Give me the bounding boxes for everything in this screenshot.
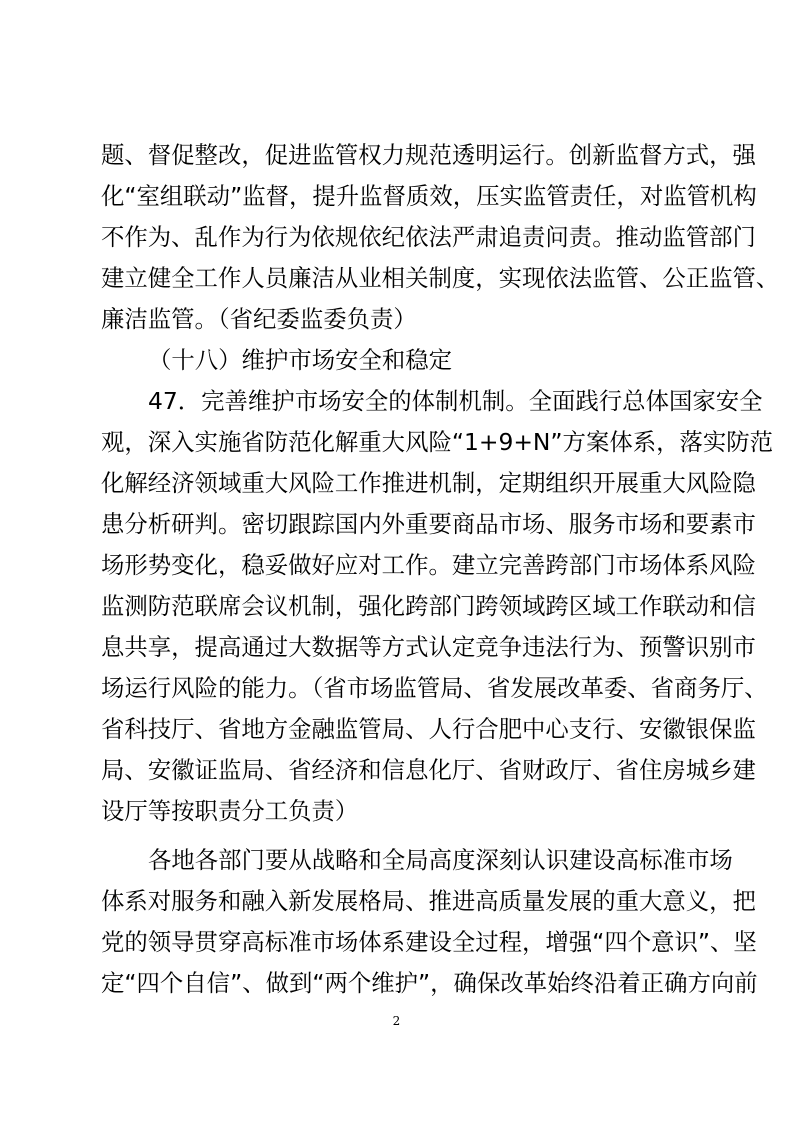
body-text-line: 观，深入实施省防范化解重大风险“1+9+N”方案体系，落实防范 [101,428,774,456]
body-text-line: 47．完善维护市场安全的体制机制。全面践行总体国家安全 [148,387,763,415]
body-text-line: 设厅等按职责分工负责） [101,797,359,825]
body-text-line: 题、督促整改，促进监管权力规范透明运行。创新监督方式，强 [101,141,756,169]
body-text-line: 党的领导贯穿高标准市场体系建设全过程，增强“四个意识”、坚 [101,928,757,956]
body-text-line: 场形势变化，稳妥做好应对工作。建立完善跨部门市场体系风险 [101,551,756,579]
body-text-line: 各地各部门要从战略和全局高度深刻认识建设高标准市场 [148,846,733,874]
section-heading: （十八）维护市场安全和稳定 [148,346,453,374]
body-text-line: 化解经济领域重大风险工作推进机制，定期组织开展重大风险隐 [101,469,756,497]
body-text-line: 体系对服务和融入新发展格局、推进高质量发展的重大意义，把 [101,887,756,915]
body-text-line: 场运行风险的能力。（省市场监管局、省发展改革委、省商务厅、 [101,674,768,702]
body-text-line: 廉洁监管。（省纪委监委负责） [101,305,417,333]
body-text-line: 建立健全工作人员廉洁从业相关制度，实现依法监管、公正监管、 [101,264,780,292]
page-number: 2 [392,1014,401,1028]
body-text-line: 不作为、乱作为行为依规依纪依法严肃追责问责。推动监管部门 [101,223,756,251]
body-text-line: 化“室组联动”监督，提升监督质效，压实监管责任，对监管机构 [101,182,757,210]
body-text-line: 患分析研判。密切跟踪国内外重要商品市场、服务市场和要素市 [101,510,756,538]
body-text-line: 省科技厅、省地方金融监管局、人行合肥中心支行、安徽银保监 [101,715,756,743]
body-text-line: 监测防范联席会议机制，强化跨部门跨领域跨区域工作联动和信 [101,592,756,620]
body-text-line: 局、安徽证监局、省经济和信息化厅、省财政厅、省住房城乡建 [101,756,756,784]
body-text-line: 定“四个自信”、做到“两个维护”，确保改革始终沿着正确方向前 [101,969,758,997]
body-text-line: 息共享，提高通过大数据等方式认定竞争违法行为、预警识别市 [101,633,756,661]
